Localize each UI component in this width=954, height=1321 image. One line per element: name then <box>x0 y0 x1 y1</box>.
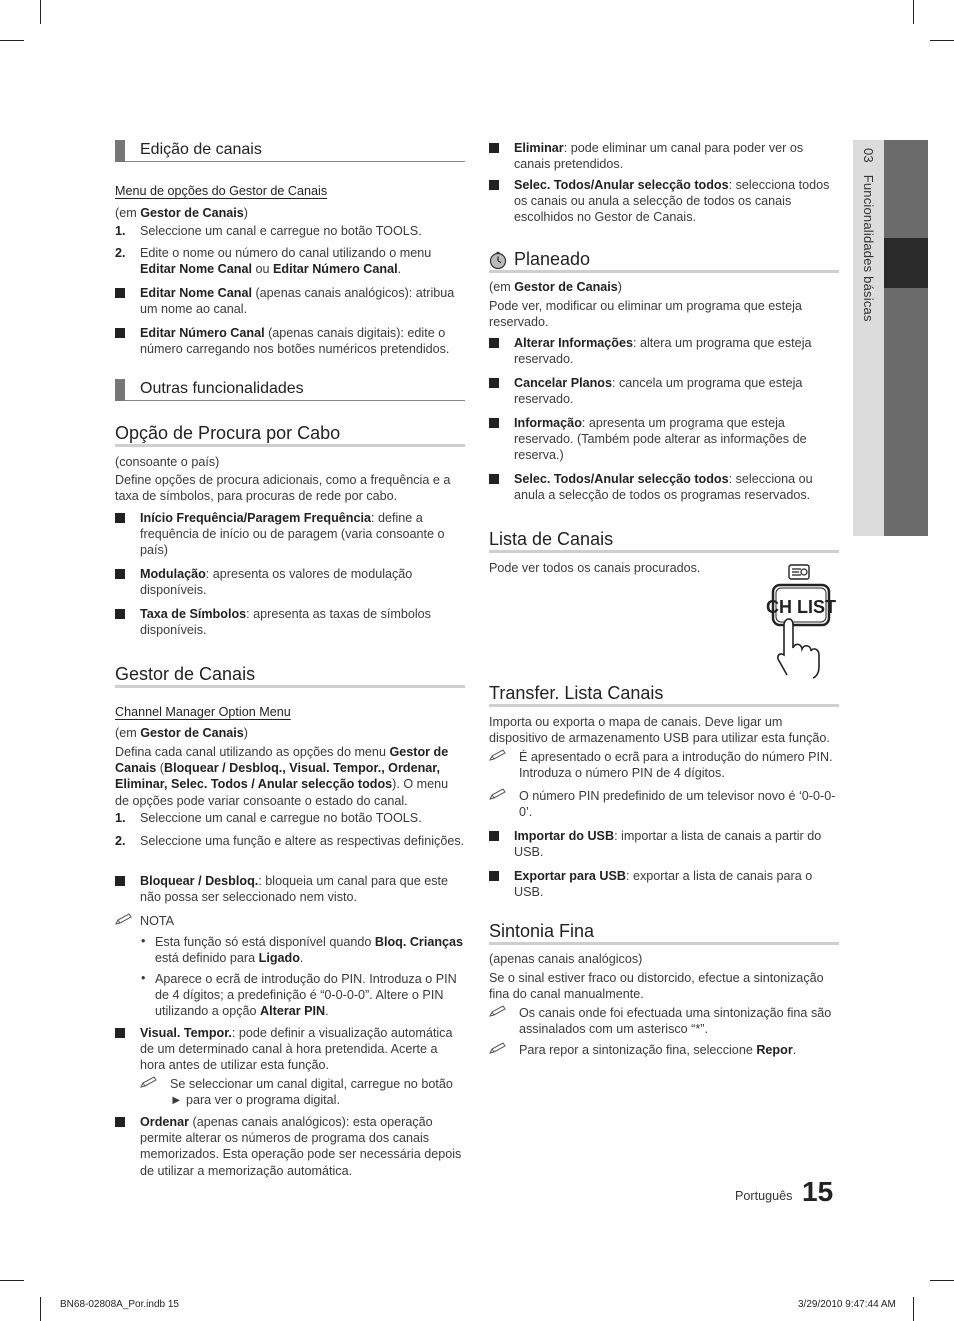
section-heading-transfer: Transfer. Lista Canais <box>489 683 839 707</box>
square-bullet-icon <box>489 871 499 881</box>
square-bullet-icon <box>115 513 125 523</box>
bullet-item: Bloquear / Desbloq.: bloqueia um canal para que este não possa ser seleccionado nem visto. <box>115 873 465 905</box>
context-line: (em Gestor de Canais) <box>115 206 248 220</box>
square-bullet-icon <box>489 831 499 841</box>
chapter-number: 03 <box>861 148 876 163</box>
square-bullet-icon <box>489 378 499 388</box>
square-bullet-icon <box>115 609 125 619</box>
sub-heading-edicao <box>115 140 465 162</box>
crop-mark <box>0 1280 24 1281</box>
heading-text: Outras funcionalidades <box>140 380 304 397</box>
section-description: Se o sinal estiver fraco ou distorcido, efectue a sintonização fina do canal manualmente. <box>489 971 824 1002</box>
ch-list-button-label: CH LIST <box>766 597 836 617</box>
bullet-item: Informação: apresenta um programa que esteja reservado. (Também pode alterar as informações de reserva.) <box>489 415 839 464</box>
pencil-note-icon <box>489 748 509 762</box>
section-heading-procura: Opção de Procura por Cabo <box>115 423 465 447</box>
page-number: 15 <box>802 1176 834 1207</box>
bullet-item: Selec. Todos/Anular selecção todos: selecciona todos os canais ou anula a selecção de todos os canais escolhidos no Gestor de Canais. <box>489 177 839 226</box>
section-description: Defina cada canal utilizando as opções do menu Gestor de Canais (Bloquear / Desbloq., Visual. Tempor., Ordenar, Eliminar, Selec. Todos / Anular selecção todos). O menu de opções pode variar consoante o estado do canal. <box>115 745 449 808</box>
bullet-item: Início Frequência/Paragem Frequência: define a frequência de início ou de paragem (varia consoante o país) <box>115 510 465 559</box>
step-1: 1. Seleccione um canal e carregue no botão TOOLS. <box>115 811 422 825</box>
square-bullet-icon <box>489 474 499 484</box>
heading-text: Edição de canais <box>140 141 262 158</box>
bullet-item: Visual. Tempor.: pode definir a visualização automática de um determinado canal à hora pretendida. Acerte a hora antes de utilizar esta função. <box>115 1025 465 1074</box>
dot-item: • Esta função só está disponível quando Bloq. Crianças está definido para Ligado. <box>141 934 464 966</box>
square-bullet-icon <box>489 418 499 428</box>
bullet-item: Editar Nome Canal (apenas canais analógicos): atribua um nome ao canal. <box>115 285 465 317</box>
section-heading-gestor: Gestor de Canais <box>115 664 465 688</box>
square-bullet-icon <box>115 569 125 579</box>
context-line: (consoante o país) <box>115 455 220 469</box>
footer-language: Português <box>735 1189 793 1203</box>
ch-list-remote-illustration <box>766 563 836 678</box>
crop-mark <box>40 0 41 24</box>
square-bullet-icon <box>115 1028 125 1038</box>
chapter-label <box>861 148 876 322</box>
bullet-item: Taxa de Símbolos: apresenta as taxas de símbolos disponíveis. <box>115 606 465 638</box>
step-2: 2. Seleccione uma função e altere as respectivas definições. <box>115 834 465 848</box>
bullet-item: Eliminar: pode eliminar um canal para poder ver os canais pretendidos. <box>489 140 839 172</box>
note-item: NOTA <box>115 913 465 929</box>
square-bullet-icon <box>115 328 125 338</box>
chapter-side-tab <box>853 140 928 536</box>
chapter-title: Funcionalidades básicas <box>861 174 876 322</box>
bullet-item: Modulação: apresenta os valores de modulação disponíveis. <box>115 566 465 598</box>
crop-mark <box>40 1297 41 1321</box>
pencil-note-icon <box>489 787 509 801</box>
bullet-item: Cancelar Planos: cancela um programa que esteja reservado. <box>489 375 839 407</box>
crop-mark <box>913 1297 914 1321</box>
bullet-item: Ordenar (apenas canais analógicos): esta operação permite alterar os números de programa dos canais memorizados. Esta operação pode ser necessária depois de utilizar a memorização automática. <box>115 1114 465 1179</box>
clock-icon <box>489 251 507 269</box>
bullet-item: Selec. Todos/Anular selecção todos: selecciona ou anula a selecção de todos os programas reservados. <box>489 471 839 503</box>
section-heading-lista: Lista de Canais <box>489 529 839 553</box>
square-bullet-icon <box>489 180 499 190</box>
dot-item: • Aparece o ecrã de introdução do PIN. Introduza o PIN de 4 dígitos; a predefinição é “0-0-0-0”. Altere o PIN utilizando a opção Alterar PIN. <box>141 971 457 1019</box>
context-line: (apenas canais analógicos) <box>489 952 643 966</box>
section-description: Pode ver, modificar ou eliminar um programa que esteja reservado. <box>489 299 802 330</box>
menu-title: Menu de opções do Gestor de Canais <box>115 184 328 198</box>
pencil-note-icon <box>489 1004 509 1018</box>
square-bullet-icon <box>489 338 499 348</box>
note-item: Para repor a sintonização fina, seleccione Repor. <box>489 1042 839 1058</box>
context-line: (em Gestor de Canais) <box>115 726 248 740</box>
bullet-item: Exportar para USB: exportar a lista de canais para o USB. <box>489 868 839 900</box>
step-1: 1. Seleccione um canal e carregue no botão TOOLS. <box>115 224 422 238</box>
section-heading-sintonia: Sintonia Fina <box>489 921 839 945</box>
note-item: Se seleccionar um canal digital, carregue no botão ► para ver o programa digital. <box>115 1076 465 1108</box>
square-bullet-icon <box>115 288 125 298</box>
square-bullet-icon <box>115 876 125 886</box>
context-line: (em Gestor de Canais) <box>489 280 622 294</box>
file-info: BN68-02808A_Por.indb 15 <box>60 1299 179 1310</box>
pencil-note-icon <box>140 1075 160 1089</box>
note-item: O número PIN predefinido de um televisor novo é ‘0-0-0-0’. <box>489 788 839 820</box>
note-item: Os canais onde foi efectuada uma sintonização fina são assinalados com um asterisco “*”. <box>489 1005 839 1037</box>
square-bullet-icon <box>115 1117 125 1127</box>
crop-mark <box>930 1280 954 1281</box>
crop-mark <box>913 0 914 24</box>
section-heading-planeado: Planeado <box>489 249 839 273</box>
step-2: 2. Edite o nome ou número do canal utilizando o menu Editar Nome Canal ou Editar Número Canal. <box>115 246 432 277</box>
sub-heading-outras <box>115 379 465 401</box>
section-description: Importa ou exporta o mapa de canais. Deve ligar um dispositivo de armazenamento USB para utilizar esta função. <box>489 715 830 746</box>
section-description: Define opções de procura adicionais, como a frequência e a taxa de símbolos, para procuras de rede por cabo. <box>115 473 451 504</box>
menu-title: Channel Manager Option Menu <box>115 705 291 719</box>
note-item: É apresentado o ecrã para a introdução do número PIN. Introduza o número PIN de 4 dígitos. <box>489 749 839 781</box>
section-description: Pode ver todos os canais procurados. <box>489 561 701 575</box>
crop-mark <box>0 40 24 41</box>
crop-mark <box>930 40 954 41</box>
bullet-item: Editar Número Canal (apenas canais digitais): edite o número carregando nos botões numéricos pretendidos. <box>115 325 465 357</box>
bullet-item: Importar do USB: importar a lista de canais a partir do USB. <box>489 828 839 860</box>
print-timestamp: 3/29/2010 9:47:44 AM <box>798 1299 896 1310</box>
square-bullet-icon <box>489 143 499 153</box>
bullet-item: Alterar Informações: altera um programa que esteja reservado. <box>489 335 839 367</box>
pencil-note-icon <box>115 912 135 926</box>
pencil-note-icon <box>489 1041 509 1055</box>
